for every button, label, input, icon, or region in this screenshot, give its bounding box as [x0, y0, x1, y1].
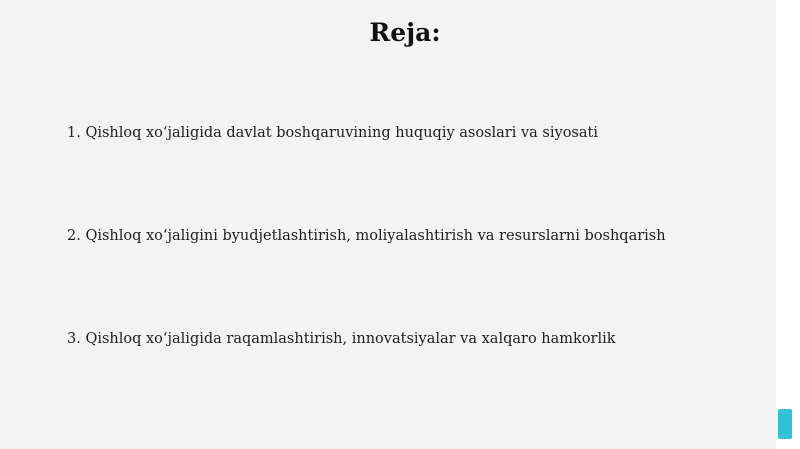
scrollbar-track[interactable] — [776, 0, 800, 449]
slide-title: Reja: — [369, 18, 441, 47]
scrollbar-thumb[interactable] — [778, 409, 792, 439]
plan-item-2: 2. Qishloq xo‘jaligini byudjetlashtirish, moliyalashtirish va resurslarni boshqarish — [67, 228, 666, 244]
plan-item-1: 1. Qishloq xo‘jaligida davlat boshqaruvining huquqiy asoslari va siyosati — [67, 125, 598, 141]
plan-item-3: 3. Qishloq xo‘jaligida raqamlashtirish, innovatsiyalar va xalqaro hamkorlik — [67, 331, 616, 347]
